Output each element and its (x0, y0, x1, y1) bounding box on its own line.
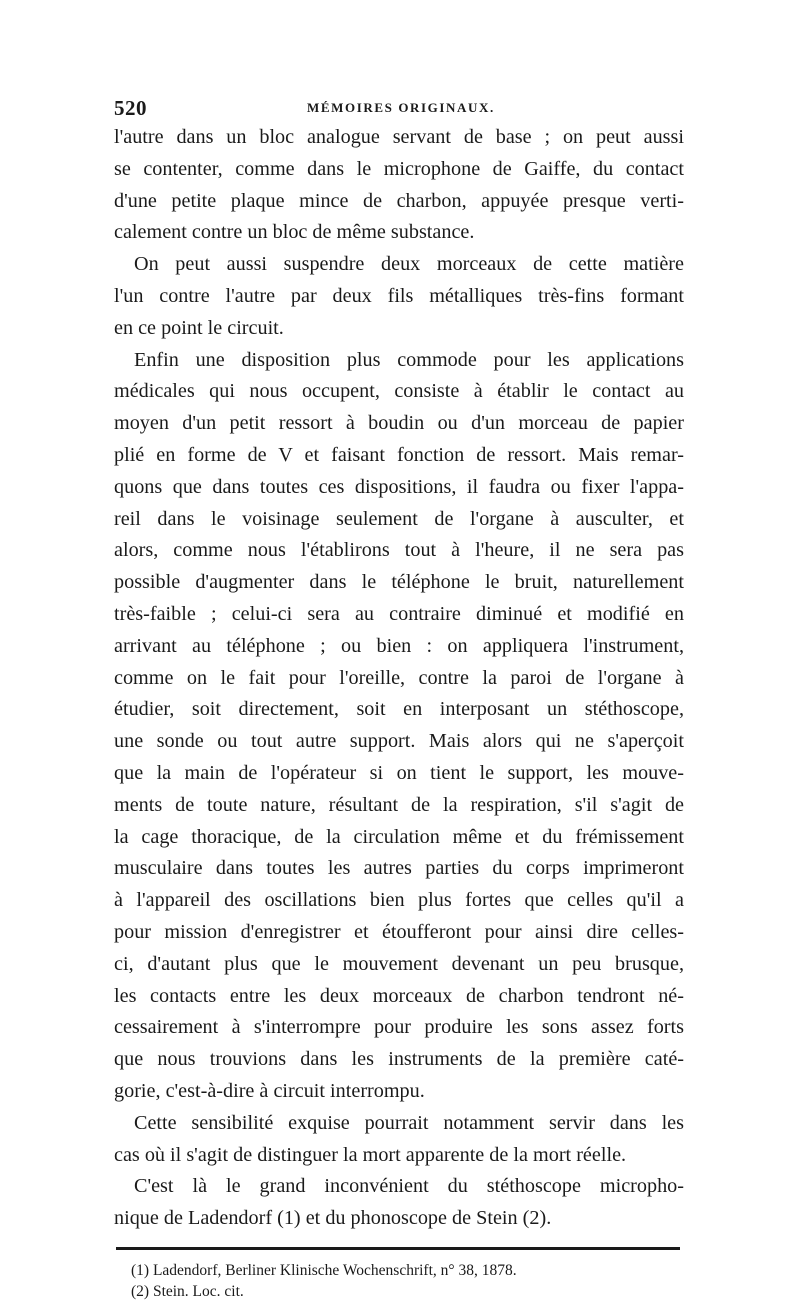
text-line: très-faible ; celui-ci sera au contraire diminué et modifié en (114, 602, 684, 625)
text-line: une sonde ou tout autre support. Mais alors qui ne s'aperçoit (114, 730, 684, 753)
text-line: que nous trouvions dans les instruments de la première caté- (114, 1048, 684, 1071)
text-line: moyen d'un petit ressort à boudin ou d'un morceau de papier (114, 412, 684, 435)
text-line: à l'appareil des oscillations bien plus fortes que celles qu'il a (114, 889, 684, 912)
text-line: calement contre un bloc de même substance. (114, 221, 475, 244)
text-line: musculaire dans toutes les autres parties du corps imprimeront (114, 857, 684, 880)
paragraph-first-line: On peut aussi suspendre deux morceaux de cette matière (134, 253, 684, 276)
footnote: (1) Ladendorf, Berliner Klinische Wochenschrift, n° 38, 1878. (131, 1261, 517, 1279)
running-head (114, 96, 684, 122)
text-line: que la main de l'opérateur si on tient le support, les mouve- (114, 761, 684, 784)
text-line: l'un contre l'autre par deux fils métalliques très-fins formant (114, 284, 684, 307)
footnote-rule (116, 1247, 680, 1250)
running-head-title: MÉMOIRES ORIGINAUX. (307, 100, 495, 115)
text-line: plié en forme de V et faisant fonction de ressort. Mais remar- (114, 443, 684, 466)
text-line: d'une petite plaque mince de charbon, appuyée presque verti- (114, 189, 684, 212)
text-line: pour mission d'enregistrer et étoufferont pour ainsi dire celles- (114, 920, 684, 943)
text-line: étudier, soit directement, soit en interposant un stéthoscope, (114, 698, 684, 721)
paragraph-first-line: Cette sensibilité exquise pourrait notamment servir dans les (134, 1111, 684, 1134)
paragraph-first-line: Enfin une disposition plus commode pour les applications (134, 348, 684, 371)
text-line: l'autre dans un bloc analogue servant de base ; on peut aussi (114, 126, 684, 148)
text-line: cas où il s'agit de distinguer la mort apparente de la mort réelle. (114, 1143, 627, 1166)
text-line: ments de toute nature, résultant de la respiration, s'il s'agit de (114, 793, 684, 816)
text-line: arrivant au téléphone ; ou bien : on appliquera l'instrument, (114, 634, 684, 657)
text-line: quons que dans toutes ces dispositions, il faudra ou fixer l'appa- (114, 475, 684, 498)
text-line: ci, d'autant plus que le mouvement devenant un peu brusque, (114, 952, 684, 975)
text-line: se contenter, comme dans le microphone de Gaiffe, du contact (114, 157, 684, 180)
footnotes (114, 1260, 684, 1302)
text-line: la cage thoracique, de la circulation même et du frémissement (114, 825, 684, 848)
text-line: possible d'augmenter dans le téléphone le bruit, naturellement (114, 571, 684, 594)
text-line: reil dans le voisinage seulement de l'organe à ausculter, et (114, 507, 684, 530)
text-line: gorie, c'est-à-dire à circuit interrompu. (114, 1079, 425, 1102)
book-page (114, 96, 684, 1302)
text-line: comme on le fait pour l'oreille, contre la paroi de l'organe à (114, 666, 684, 689)
text-line: cessairement à s'interrompre pour produire les sons assez forts (114, 1016, 684, 1039)
text-line: nique de Ladendorf (1) et du phonoscope de Stein (2). (114, 1207, 552, 1230)
body-text (114, 122, 684, 1235)
footnote: (2) Stein. Loc. cit. (131, 1282, 244, 1300)
paragraph-first-line: C'est là le grand inconvénient du stéthoscope micropho- (134, 1175, 684, 1198)
text-line: en ce point le circuit. (114, 316, 284, 339)
text-line: médicales qui nous occupent, consiste à établir le contact au (114, 380, 684, 403)
text-line: les contacts entre les deux morceaux de charbon tendront né- (114, 984, 684, 1007)
text-line: alors, comme nous l'établirons tout à l'heure, il ne sera pas (114, 539, 684, 562)
page-number: 520 (114, 96, 147, 120)
